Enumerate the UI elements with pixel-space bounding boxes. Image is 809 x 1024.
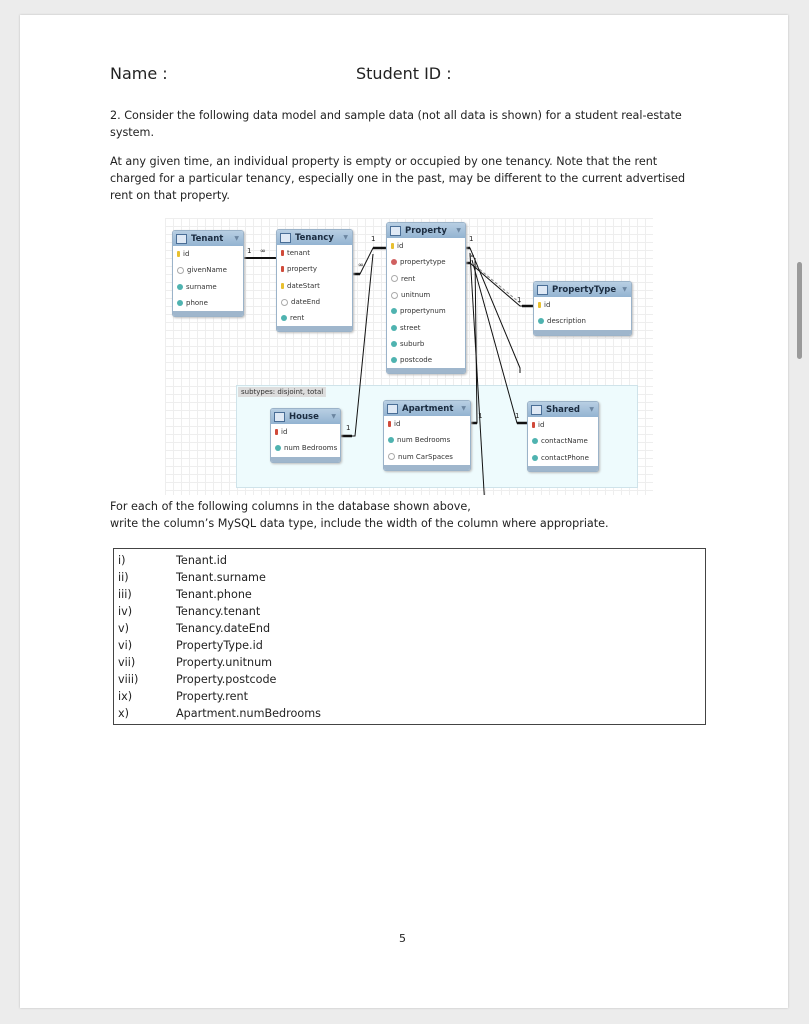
cardinality-label: 1 bbox=[346, 424, 351, 432]
entity-attribute bbox=[534, 297, 631, 313]
entity-attribute bbox=[387, 287, 465, 303]
primary-key-icon bbox=[281, 283, 284, 289]
column-name: Tenant.phone bbox=[176, 588, 252, 601]
attribute-name: id bbox=[544, 301, 551, 310]
er-diagram bbox=[165, 218, 653, 495]
primary-key-icon bbox=[177, 251, 180, 257]
foreign-key-icon bbox=[532, 422, 535, 428]
attribute-name: id bbox=[538, 421, 545, 430]
entity-header[interactable] bbox=[277, 230, 352, 245]
table-icon bbox=[390, 226, 401, 236]
column-name: Property.postcode bbox=[176, 673, 277, 686]
cardinality-label: ∞ bbox=[358, 261, 364, 269]
table-row bbox=[114, 688, 706, 705]
table-row bbox=[114, 586, 706, 603]
column-icon bbox=[281, 299, 288, 306]
attribute-name: givenName bbox=[187, 266, 227, 275]
column-icon bbox=[391, 308, 397, 314]
entity-shared[interactable] bbox=[527, 401, 599, 472]
entity-attribute bbox=[387, 303, 465, 319]
item-number: ii) bbox=[118, 571, 129, 584]
entity-attribute bbox=[387, 271, 465, 287]
attribute-name: phone bbox=[186, 299, 208, 308]
cardinality-label: ∞ bbox=[469, 252, 475, 260]
dropdown-arrow-icon[interactable]: ▼ bbox=[234, 235, 239, 242]
entity-attribute bbox=[387, 336, 465, 352]
attribute-name: rent bbox=[401, 274, 416, 283]
foreign-key-icon bbox=[281, 250, 284, 256]
entity-attribute bbox=[173, 246, 243, 262]
entity-attribute bbox=[387, 254, 465, 270]
item-number: x) bbox=[118, 707, 129, 720]
entity-header[interactable] bbox=[173, 231, 243, 246]
question-paragraph: At any given time, an individual property is empty or occupied by one tenancy. Note that the rent charged for a particular tenancy, especially one in the past, may be different to the current advertised rent on that property. bbox=[110, 155, 686, 202]
attribute-name: description bbox=[547, 317, 586, 326]
question-intro: 2. Consider the following data model and sample data (not all data is shown) for a student real-estate system. bbox=[110, 109, 682, 139]
attribute-name: id bbox=[394, 420, 401, 429]
attribute-name: id bbox=[397, 242, 404, 251]
entity-attribute bbox=[534, 313, 631, 329]
column-icon bbox=[177, 300, 183, 306]
column-icon bbox=[275, 445, 281, 451]
table-icon bbox=[176, 234, 187, 244]
entity-attribute bbox=[528, 450, 598, 466]
entity-attribute bbox=[384, 416, 470, 432]
dropdown-arrow-icon[interactable]: ▼ bbox=[331, 413, 336, 420]
column-icon bbox=[391, 275, 398, 282]
cardinality-label: 1 bbox=[515, 412, 520, 420]
item-number: vii) bbox=[118, 656, 136, 669]
entity-attribute bbox=[277, 261, 352, 277]
dropdown-arrow-icon[interactable]: ▼ bbox=[343, 234, 348, 241]
entity-attribute bbox=[277, 310, 352, 326]
student-id-label: Student ID : bbox=[356, 64, 452, 83]
entity-attribute bbox=[173, 262, 243, 278]
entity-header[interactable] bbox=[271, 409, 340, 424]
scrollbar[interactable] bbox=[797, 262, 802, 359]
attribute-name: contactName bbox=[541, 437, 588, 446]
cardinality-label: 1 bbox=[469, 235, 474, 243]
foreign-key-icon bbox=[281, 266, 284, 272]
table-row bbox=[114, 620, 706, 637]
entity-attribute bbox=[387, 319, 465, 335]
table-row bbox=[114, 654, 706, 671]
attribute-name: unitnum bbox=[401, 291, 431, 300]
entity-attribute bbox=[271, 440, 340, 456]
cardinality-label: ∞ bbox=[260, 247, 266, 255]
column-icon bbox=[177, 267, 184, 274]
column-icon bbox=[391, 357, 397, 363]
column-name: Tenancy.dateEnd bbox=[176, 622, 271, 635]
table-row bbox=[114, 705, 706, 725]
column-icon bbox=[532, 438, 538, 444]
item-number: viii) bbox=[118, 673, 139, 686]
column-name: Property.rent bbox=[176, 690, 249, 703]
entity-header[interactable] bbox=[387, 223, 465, 238]
column-icon bbox=[388, 437, 394, 443]
attribute-name: id bbox=[183, 250, 190, 259]
entity-name: PropertyType bbox=[552, 284, 617, 295]
table-row bbox=[114, 569, 706, 586]
column-icon bbox=[391, 325, 397, 331]
cardinality-label: 1 bbox=[371, 235, 376, 243]
column-icon bbox=[177, 284, 183, 290]
table-icon bbox=[387, 404, 398, 414]
table-row bbox=[114, 637, 706, 654]
column-icon bbox=[388, 453, 395, 460]
cardinality-label: 1 bbox=[478, 412, 483, 420]
entity-attribute bbox=[173, 295, 243, 311]
dropdown-arrow-icon[interactable]: ▼ bbox=[461, 405, 466, 412]
entity-attribute bbox=[173, 279, 243, 295]
entity-name: Shared bbox=[546, 404, 580, 415]
item-number: iv) bbox=[118, 605, 133, 618]
entity-header[interactable] bbox=[384, 401, 470, 416]
item-number: i) bbox=[118, 554, 126, 567]
attribute-name: dateStart bbox=[287, 281, 320, 290]
entity-name: Tenant bbox=[191, 233, 224, 244]
entity-propertytype[interactable] bbox=[533, 281, 632, 336]
entity-name: House bbox=[289, 411, 319, 422]
item-number: v) bbox=[118, 622, 129, 635]
column-icon bbox=[281, 315, 287, 321]
cardinality-label: 1 bbox=[247, 247, 252, 255]
column-icon bbox=[532, 455, 538, 461]
attribute-name: propertytype bbox=[400, 258, 446, 267]
page-number: 5 bbox=[399, 932, 406, 945]
entity-name: Tenancy bbox=[295, 232, 334, 243]
entity-house[interactable] bbox=[270, 408, 341, 463]
attribute-name: num CarSpaces bbox=[398, 452, 453, 461]
entity-name: Property bbox=[405, 225, 447, 236]
instruction-line-2: write the column’s MySQL data type, include the width of the column where appropriate. bbox=[110, 517, 609, 530]
attribute-name: street bbox=[400, 323, 421, 332]
entity-attribute bbox=[528, 433, 598, 449]
attribute-name: property bbox=[287, 265, 317, 274]
entity-tenancy[interactable] bbox=[276, 229, 353, 332]
name-label: Name : bbox=[110, 64, 168, 83]
attribute-name: propertynum bbox=[400, 307, 446, 316]
table-icon bbox=[537, 285, 548, 295]
foreign-key-icon bbox=[275, 429, 278, 435]
attribute-name: surname bbox=[186, 282, 217, 291]
table-row bbox=[114, 603, 706, 620]
entity-attribute bbox=[277, 294, 352, 310]
entity-attribute bbox=[271, 424, 340, 440]
table-row bbox=[114, 549, 706, 570]
attribute-name: num Bedrooms bbox=[397, 436, 451, 445]
entity-apartment[interactable] bbox=[383, 400, 471, 471]
item-number: vi) bbox=[118, 639, 133, 652]
attribute-name: tenant bbox=[287, 249, 310, 258]
dropdown-arrow-icon[interactable]: ▼ bbox=[589, 406, 594, 413]
entity-attribute bbox=[528, 417, 598, 433]
foreign-key-icon bbox=[391, 259, 397, 265]
primary-key-icon bbox=[391, 243, 394, 249]
entity-attribute bbox=[387, 238, 465, 254]
column-name: Property.unitnum bbox=[176, 656, 273, 669]
primary-key-icon bbox=[538, 302, 541, 308]
table-row bbox=[114, 671, 706, 688]
entity-header[interactable] bbox=[528, 402, 598, 417]
entity-name: Apartment bbox=[402, 403, 454, 414]
entity-attribute bbox=[384, 449, 470, 465]
column-name: Tenant.surname bbox=[176, 571, 266, 584]
attribute-name: rent bbox=[290, 314, 305, 323]
column-name: PropertyType.id bbox=[176, 639, 263, 652]
dropdown-arrow-icon[interactable]: ▼ bbox=[456, 227, 461, 234]
table-icon bbox=[531, 405, 542, 415]
attribute-name: dateEnd bbox=[291, 298, 321, 307]
column-name: Tenancy.tenant bbox=[176, 605, 261, 618]
column-icon bbox=[391, 292, 398, 299]
attribute-name: suburb bbox=[400, 339, 425, 348]
subtype-label: subtypes: disjoint, total bbox=[238, 387, 326, 397]
column-icon bbox=[538, 318, 544, 324]
item-number: iii) bbox=[118, 588, 132, 601]
entity-header[interactable] bbox=[534, 282, 631, 297]
entity-property[interactable] bbox=[386, 222, 466, 374]
table-icon bbox=[274, 412, 285, 422]
entity-attribute bbox=[277, 278, 352, 294]
columns-table bbox=[113, 548, 706, 725]
attribute-name: contactPhone bbox=[541, 453, 589, 462]
entity-attribute bbox=[387, 352, 465, 368]
attribute-name: num Bedrooms bbox=[284, 444, 338, 453]
attribute-name: id bbox=[281, 428, 288, 437]
cardinality-label: 1 bbox=[517, 296, 522, 304]
table-icon bbox=[280, 233, 291, 243]
column-icon bbox=[391, 341, 397, 347]
dropdown-arrow-icon[interactable]: ▼ bbox=[622, 286, 627, 293]
entity-attribute bbox=[277, 245, 352, 261]
instruction-line-1: For each of the following columns in the database shown above, bbox=[110, 500, 471, 513]
entity-tenant[interactable] bbox=[172, 230, 244, 317]
column-name: Tenant.id bbox=[176, 554, 228, 567]
column-name: Apartment.numBedrooms bbox=[176, 707, 321, 720]
entity-attribute bbox=[384, 432, 470, 448]
attribute-name: postcode bbox=[400, 356, 432, 365]
foreign-key-icon bbox=[388, 421, 391, 427]
item-number: ix) bbox=[118, 690, 133, 703]
